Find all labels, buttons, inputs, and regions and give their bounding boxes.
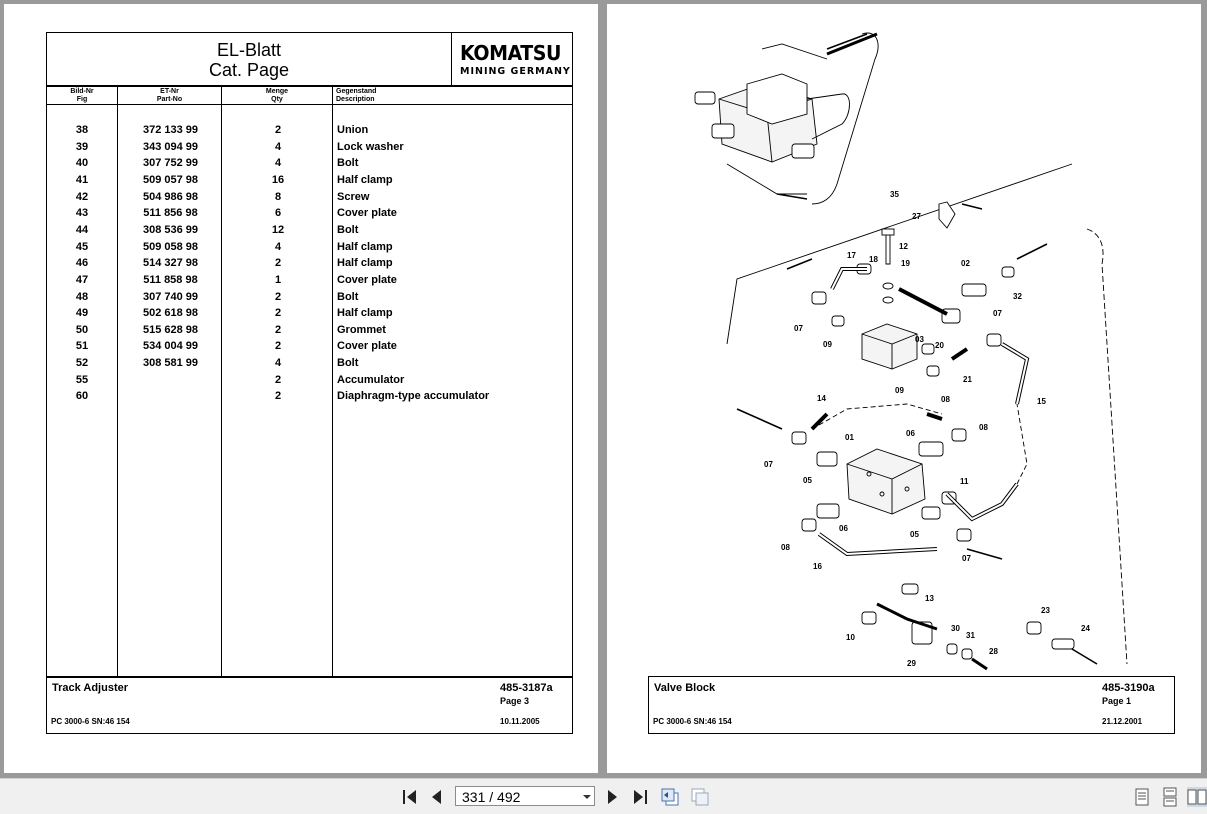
- fig-cell: 38: [75, 124, 89, 136]
- callout-label: 06: [906, 429, 915, 438]
- qty-cell: 12: [271, 223, 285, 236]
- fig-cell: 48: [75, 290, 89, 303]
- callout-label: 07: [764, 460, 773, 469]
- callout-label: 20: [935, 341, 944, 350]
- table-row: [47, 257, 572, 273]
- table-row: [47, 274, 572, 290]
- continuous-view-icon[interactable]: [1160, 787, 1180, 807]
- page-number-select[interactable]: [455, 786, 595, 806]
- callout-label: 13: [925, 594, 934, 603]
- col-head-desc: Gegenstand Description: [336, 88, 377, 103]
- part-no-cell: 307 752 99: [142, 157, 199, 170]
- callout-label: 19: [901, 259, 910, 268]
- fig-cell: 52: [75, 357, 89, 370]
- part-no-cell: 511 856 98: [143, 207, 198, 220]
- qty-cell: 8: [274, 190, 282, 203]
- description-cell: Half clamp: [337, 257, 393, 270]
- part-no-cell: 308 536 99: [142, 223, 199, 236]
- qty-cell: 1: [274, 273, 282, 286]
- callout-label: 24: [1081, 624, 1090, 633]
- fig-cell: 39: [75, 140, 89, 153]
- komatsu-logo: [451, 33, 573, 85]
- callout-label: 16: [813, 562, 822, 571]
- parts-table: [46, 86, 573, 678]
- description-cell: Bolt: [337, 290, 359, 303]
- callout-label: 21: [963, 375, 972, 384]
- footer-date-right: 21.12.2001: [1102, 717, 1143, 726]
- callout-label: 06: [839, 524, 848, 533]
- description-cell: Grommet: [337, 323, 386, 336]
- logo-sub-text: MINING GERMANY: [460, 66, 571, 77]
- callout-label: 07: [993, 309, 1002, 318]
- callout-label: 31: [966, 631, 975, 640]
- description-cell: Bolt: [337, 157, 359, 170]
- callout-label: 12: [899, 242, 908, 251]
- fig-cell: 55: [75, 373, 89, 386]
- col-head-part: ET-Nr Part-No: [156, 88, 183, 103]
- table-row: [47, 241, 572, 257]
- title-line-2: Cat. Page: [208, 60, 290, 80]
- callout-label: 08: [781, 543, 790, 552]
- description-cell: Half clamp: [337, 240, 393, 253]
- table-row: [47, 324, 572, 340]
- fig-cell: 43: [75, 207, 89, 220]
- page-footer-right: [648, 676, 1175, 734]
- fig-cell: 47: [75, 273, 89, 286]
- callout-label: 27: [912, 212, 921, 221]
- callout-label: 15: [1037, 397, 1046, 406]
- part-no-cell: 308 581 99: [142, 357, 199, 370]
- qty-cell: 2: [274, 124, 282, 136]
- callout-label: 05: [910, 530, 919, 539]
- col-head-fig: Bild-Nr Fig: [70, 88, 94, 103]
- footer-page-right: Page 1: [1102, 696, 1132, 706]
- footer-doc-no: 485-3187a: [500, 682, 553, 694]
- callout-label: 30: [951, 624, 960, 633]
- callout-label: 08: [979, 423, 988, 432]
- chevron-down-icon: [583, 795, 591, 799]
- table-row: [47, 124, 572, 140]
- part-no-cell: 509 058 98: [142, 240, 199, 253]
- fig-cell: 45: [75, 240, 89, 253]
- logo-main-text: KOMATSU: [460, 41, 561, 65]
- callout-label: 23: [1041, 606, 1050, 615]
- table-row: [47, 307, 572, 323]
- part-no-cell: 511 858 98: [143, 273, 198, 286]
- valve-block-diagram: [607, 4, 1201, 674]
- callout-label: 02: [961, 259, 970, 268]
- description-cell: Diaphragm-type accumulator: [337, 390, 490, 403]
- part-no-cell: 534 004 99: [142, 340, 199, 353]
- viewer-toolbar: [0, 778, 1207, 814]
- callout-label: 09: [823, 340, 832, 349]
- go-forward-view-icon[interactable]: [690, 787, 710, 807]
- part-no-cell: 343 094 99: [142, 140, 199, 153]
- callout-label: 29: [907, 659, 916, 668]
- footer-model-right: PC 3000-6 SN:46 154: [653, 717, 732, 726]
- table-row: [47, 141, 572, 157]
- fig-cell: 44: [75, 223, 89, 236]
- callout-label: 09: [895, 386, 904, 395]
- fig-cell: 40: [75, 157, 89, 170]
- page-title: [47, 40, 451, 80]
- fig-cell: 49: [75, 307, 89, 320]
- footer-title: Track Adjuster: [52, 682, 129, 694]
- table-row: [47, 374, 572, 390]
- qty-cell: 2: [274, 307, 282, 320]
- go-back-view-icon[interactable]: [660, 787, 680, 807]
- footer-model: PC 3000-6 SN:46 154: [51, 717, 130, 726]
- part-no-cell: 514 327 98: [142, 257, 199, 270]
- description-cell: Screw: [337, 190, 370, 203]
- page-footer: [46, 676, 573, 734]
- callout-label: 11: [960, 477, 969, 486]
- table-row: [47, 191, 572, 207]
- single-page-view-icon[interactable]: [1132, 787, 1152, 807]
- fig-cell: 60: [75, 390, 89, 403]
- qty-cell: 2: [274, 390, 282, 403]
- next-page-icon[interactable]: [602, 787, 622, 807]
- footer-title-right: Valve Block: [654, 682, 716, 694]
- table-row: [47, 340, 572, 356]
- table-row: [47, 157, 572, 173]
- fig-cell: 51: [75, 340, 89, 353]
- callout-label: 32: [1013, 292, 1022, 301]
- table-row: [47, 357, 572, 373]
- qty-cell: 2: [274, 257, 282, 270]
- part-no-cell: 504 986 98: [142, 190, 199, 203]
- part-no-cell: 509 057 98: [142, 173, 199, 186]
- previous-page-icon[interactable]: [427, 787, 447, 807]
- description-cell: Cover plate: [337, 273, 397, 286]
- qty-cell: 2: [274, 290, 282, 303]
- qty-cell: 6: [274, 207, 282, 220]
- description-cell: Cover plate: [337, 340, 397, 353]
- callout-label: 01: [845, 433, 854, 442]
- callout-label: 07: [962, 554, 971, 563]
- table-row: [47, 390, 572, 406]
- catalog-page-right: [607, 4, 1201, 773]
- description-cell: Union: [337, 124, 369, 136]
- last-page-icon[interactable]: [630, 787, 650, 807]
- table-row: [47, 174, 572, 190]
- description-cell: Half clamp: [337, 307, 393, 320]
- footer-date: 10.11.2005: [500, 717, 540, 726]
- callout-label: 28: [989, 647, 998, 656]
- description-cell: Cover plate: [337, 207, 397, 220]
- callout-label: 17: [847, 251, 856, 260]
- fig-cell: 42: [75, 190, 89, 203]
- description-cell: Accumulator: [337, 373, 405, 386]
- col-head-qty: Menge Qty: [265, 88, 289, 103]
- footer-page: Page 3: [500, 696, 530, 706]
- callout-label: 35: [890, 190, 899, 199]
- title-line-1: EL-Blatt: [216, 40, 282, 60]
- fig-cell: 46: [75, 257, 89, 270]
- table-row: [47, 291, 572, 307]
- callout-label: 18: [869, 255, 878, 264]
- part-no-cell: 515 628 98: [142, 323, 199, 336]
- fig-cell: 41: [75, 173, 89, 186]
- qty-cell: 4: [274, 357, 282, 370]
- callout-label: 03: [915, 335, 924, 344]
- table-row: [47, 207, 572, 223]
- table-row: [47, 224, 572, 240]
- part-no-cell: 307 740 99: [142, 290, 199, 303]
- part-no-cell: 372 133 99: [142, 124, 199, 136]
- callout-label: 08: [941, 395, 950, 404]
- two-page-view-icon[interactable]: [1187, 787, 1207, 807]
- qty-cell: 4: [274, 157, 282, 170]
- page-indicator: 331 / 492: [462, 789, 521, 805]
- description-cell: Bolt: [337, 357, 359, 370]
- qty-cell: 4: [274, 240, 282, 253]
- fig-cell: 50: [75, 323, 89, 336]
- page-header: [46, 32, 573, 86]
- callout-label: 05: [803, 476, 812, 485]
- qty-cell: 2: [274, 323, 282, 336]
- qty-cell: 2: [274, 340, 282, 353]
- qty-cell: 2: [274, 373, 282, 386]
- callout-label: 14: [817, 394, 826, 403]
- footer-doc-no-right: 485-3190a: [1102, 682, 1155, 694]
- callout-label: 10: [846, 633, 855, 642]
- qty-cell: 4: [274, 140, 282, 153]
- description-cell: Lock washer: [337, 140, 404, 153]
- description-cell: Half clamp: [337, 173, 393, 186]
- description-cell: Bolt: [337, 223, 359, 236]
- callout-label: 07: [794, 324, 803, 333]
- catalog-page-left: [4, 4, 598, 773]
- part-no-cell: 502 618 98: [142, 307, 199, 320]
- first-page-icon[interactable]: [400, 787, 420, 807]
- qty-cell: 16: [271, 173, 285, 186]
